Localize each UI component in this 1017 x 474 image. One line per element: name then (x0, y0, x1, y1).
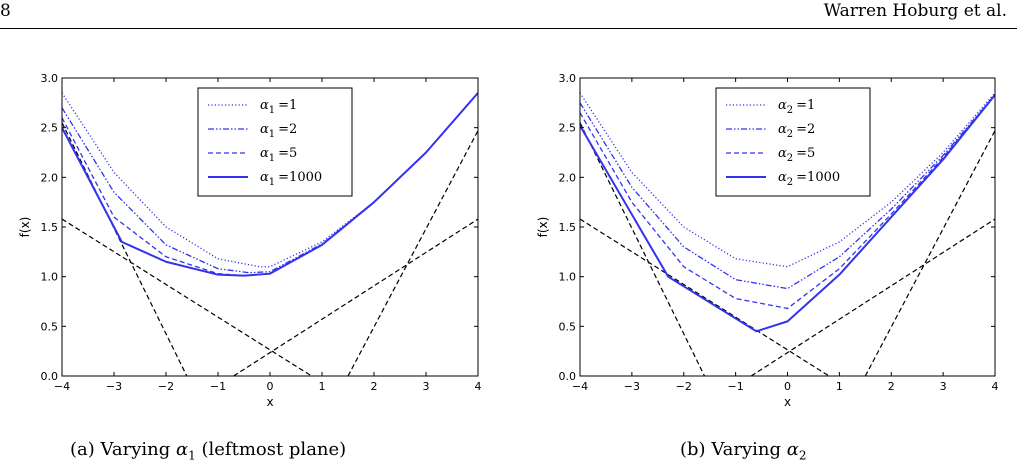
panel-b-y-tick-label: 3.0 (558, 72, 576, 85)
panel-b-y-tick-label: 2.5 (558, 121, 576, 135)
panel-b-y-axis-label: f(x) (536, 216, 550, 238)
caption-a (70, 439, 346, 463)
panel-a-y-axis-label: f(x) (18, 216, 32, 238)
panel-b-y-tick-label: 1.0 (558, 270, 576, 284)
caption-a-text: Varying (100, 439, 176, 460)
running-head: Warren Hoburg et al. (823, 1, 1007, 21)
panel-a-x-tick-label: −4 (53, 380, 71, 393)
panel-a-y-tick-label: 2.5 (40, 121, 58, 135)
header-rule (0, 28, 1017, 29)
panel-a-y-tick-label: 2.0 (40, 171, 58, 185)
panel-a-x-tick-label: −2 (157, 380, 175, 393)
panel-b-x-tick-label: 1 (835, 380, 843, 393)
figure (0, 60, 1017, 409)
caption-b-subscript: 2 (798, 448, 807, 463)
panel-b-y-tick-label: 2.0 (558, 171, 576, 185)
panel-b-legend-label-2: $\alpha_2 =2$ (778, 122, 816, 140)
panel-a-x-tick-label: 1 (318, 380, 326, 393)
caption-b-symbol: α (786, 439, 799, 460)
panel-b-x-tick-label: 0 (784, 380, 791, 393)
caption-a-text-after: (leftmost plane) (195, 439, 347, 460)
panel-a-y-tick-label: 3.0 (40, 72, 58, 85)
panel-a-legend-label-1: $\alpha_1 =1$ (260, 98, 298, 116)
panel-b-y-tick-label: 1.5 (558, 221, 576, 234)
panel-b-x-tick-label: 4 (991, 380, 999, 393)
panel-b-x-tick-label: −1 (727, 380, 744, 393)
panel-b-plane-line-3 (751, 219, 995, 376)
plot-panel-b (536, 72, 999, 409)
panel-b-x-tick-label: 3 (939, 380, 947, 393)
panel-a-legend-label-5: $\alpha_1 =5$ (260, 146, 298, 164)
panel-b-y-tick-label: 0.0 (558, 370, 576, 383)
caption-b-text: Varying (711, 439, 787, 460)
panel-a-x-axis-label: x (266, 395, 274, 409)
page-number: 8 (0, 1, 11, 21)
caption-a-symbol: α (175, 439, 189, 460)
panel-a-x-tick-label: 2 (370, 380, 378, 393)
panel-b-x-tick-label: −3 (623, 380, 640, 393)
panel-a-x-tick-label: 0 (266, 380, 274, 393)
panel-a-y-tick-label: 1.5 (40, 221, 58, 234)
panel-b-x-tick-label: 2 (887, 380, 895, 393)
panel-b-plane-line-4 (865, 131, 995, 376)
page-header (0, 0, 1017, 30)
panel-b-plane-line-2 (580, 123, 705, 376)
caption-a-label: (a) (70, 439, 95, 460)
panel-a-y-tick-label: 1.0 (40, 270, 58, 284)
panel-a-x-tick-label: 4 (474, 380, 482, 393)
panel-b-legend-label-1000: $\alpha_2 =1000$ (778, 170, 841, 188)
panel-a-y-tick-label: 0.5 (40, 320, 58, 334)
caption-b (680, 439, 807, 463)
panel-a-x-tick-label: −3 (105, 380, 123, 393)
panel-b-x-axis-label: x (783, 395, 792, 409)
panel-a-legend-label-2: $\alpha_1 =2$ (260, 122, 298, 140)
caption-a-subscript: 1 (188, 448, 196, 463)
panel-b-legend-label-1: $\alpha_2 =1$ (778, 98, 816, 116)
panel-b-legend-label-5: $\alpha_2 =5$ (778, 146, 816, 164)
panel-a-x-tick-label: 3 (422, 380, 430, 393)
panel-a-legend (198, 88, 352, 196)
panel-a-plane-line-2 (62, 123, 187, 376)
panel-b-x-tick-label: −4 (571, 380, 589, 393)
panel-a-plane-line-4 (348, 131, 478, 376)
panel-b-plane-line-1 (580, 219, 829, 376)
plot-panel-a (18, 72, 482, 409)
panel-a-x-tick-label: −1 (209, 380, 227, 393)
panel-b-legend (716, 88, 870, 196)
panel-a-legend-label-1000: $\alpha_1 =1000$ (260, 170, 323, 188)
caption-b-label: (b) (680, 439, 706, 460)
panel-b-y-tick-label: 0.5 (558, 320, 576, 334)
panel-a-plane-line-1 (62, 219, 312, 376)
panel-a-plane-line-3 (234, 219, 478, 376)
panel-b-x-tick-label: −2 (675, 380, 692, 393)
panel-a-y-tick-label: 0.0 (40, 370, 58, 383)
